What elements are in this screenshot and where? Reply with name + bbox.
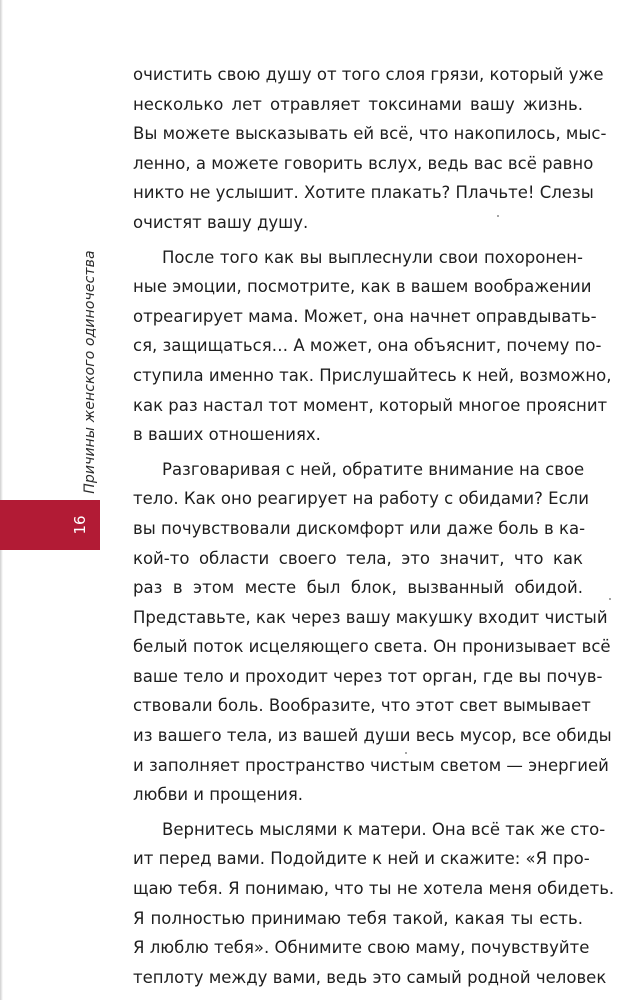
text-line: и заполняет пространство чистым светом — энергией xyxy=(133,755,609,775)
text-line: любви и прощения. xyxy=(133,785,304,805)
text-line: Вернитесь мыслями к матери. Она всё так же сто- xyxy=(162,819,606,839)
text-line: раз в этом месте был блок, вызванный обидой. xyxy=(133,578,583,598)
text-line: Я люблю тебя». Обнимите свою маму, почувствуйте xyxy=(133,938,590,958)
text-line: в ваших отношениях. xyxy=(133,425,321,445)
text-line: из вашего тела, из вашей души весь мусор, все обиды xyxy=(133,726,612,746)
text-line: несколько лет отравляет токсинами вашу жизнь. xyxy=(133,94,583,114)
body-text xyxy=(133,60,615,992)
text-line: ит перед вами. Подойдите к ней и скажите: «Я про- xyxy=(133,849,590,869)
text-line: как раз настал тот момент, который многое прояснит xyxy=(133,395,608,415)
text-line: отреагирует мама. Может, она начнет оправдывать- xyxy=(133,306,597,326)
text-line: тело. Как оно реагирует на работу с обидами? Если xyxy=(133,489,589,509)
text-line: ся, защищаться… А может, она объяснит, почему по- xyxy=(133,336,602,356)
paragraph-1 xyxy=(133,60,607,238)
paragraph-4 xyxy=(133,815,615,993)
text-line: очистить свою душу от того слоя грязи, который уже xyxy=(133,65,604,84)
text-line: ваше тело и проходит через тот орган, где вы почув- xyxy=(133,666,603,686)
text-line: белый поток исцеляющего света. Он пронизывает всё xyxy=(133,637,611,657)
paragraph-2 xyxy=(133,243,612,450)
text-line: ленно, а можете говорить вслух, ведь вас всё равно xyxy=(133,153,594,173)
text-line: ступила именно так. Прислушайтесь к ней, возможно, xyxy=(133,365,612,385)
text-line: Вы можете высказывать ей всё, что накопилось, мыс- xyxy=(133,124,607,144)
running-head: Причины женского одиночества xyxy=(82,250,98,494)
text-line: ные эмоции, посмотрите, как в вашем воображении xyxy=(133,277,592,297)
paper-speck xyxy=(609,598,611,600)
paragraph-3 xyxy=(133,455,612,810)
text-line: Я полностью принимаю тебя такой, какая ты есть. xyxy=(133,908,583,928)
text-line: вы почувствовали дискомфорт или даже боль в ка- xyxy=(133,518,586,538)
paper-speck xyxy=(497,215,499,217)
text-line: ствовали боль. Вообразите, что этот свет вымывает xyxy=(133,696,591,716)
text-line: теплоту между вами, ведь это самый родной человек xyxy=(133,967,607,987)
text-line: никто не услышит. Хотите плакать? Плачьте! Слезы xyxy=(133,183,594,203)
text-line: очистят вашу душу. xyxy=(133,212,309,232)
text-line: После того как вы выплеснули свои похоронен- xyxy=(162,247,583,267)
text-line: щаю тебя. Я понимаю, что ты не хотела меня обидеть. xyxy=(133,879,615,899)
text-line: кой-то области своего тела, это значит, что как xyxy=(133,548,583,568)
page-number: 16 xyxy=(71,515,89,535)
paper-speck xyxy=(405,752,407,754)
text-line: Разговаривая с ней, обратите внимание на свое xyxy=(162,459,585,479)
text-line: Представьте, как через вашу макушку входит чистый xyxy=(133,607,608,627)
